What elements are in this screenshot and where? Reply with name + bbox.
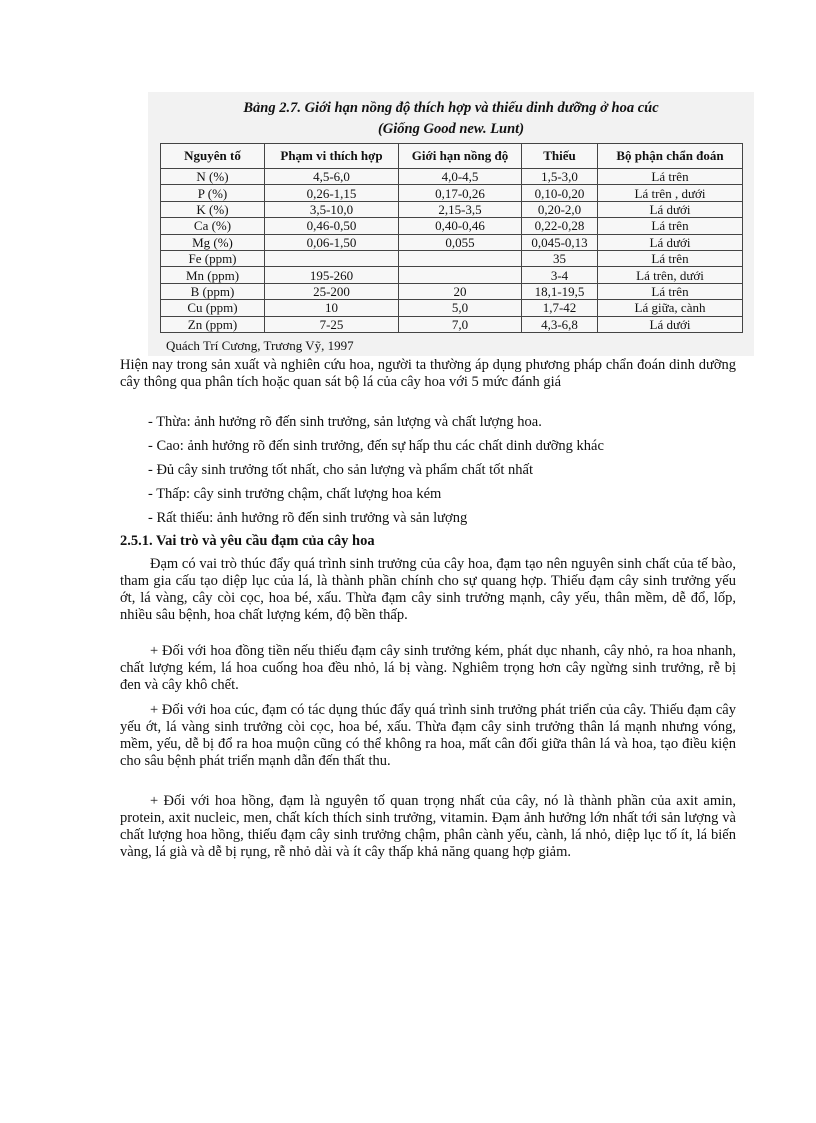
table-cell: 20 — [399, 283, 522, 299]
table-cell: 4,3-6,8 — [522, 316, 598, 332]
table-row — [161, 169, 743, 185]
table-row — [161, 267, 743, 283]
table-cell: 0,055 — [399, 234, 522, 250]
table-cell: 3,5-10,0 — [265, 201, 399, 217]
table-cell: 7,0 — [399, 316, 522, 332]
table-cell: 1,7-42 — [522, 300, 598, 316]
list-item: - Thấp: cây sinh trưởng chậm, chất lượng hoa kém — [148, 486, 442, 502]
table-cell: 0,22-0,28 — [522, 218, 598, 234]
table-cell: Ca (%) — [161, 218, 265, 234]
header-cell: Nguyên tố — [161, 144, 265, 169]
table-row — [161, 316, 743, 332]
table-cell: 195-260 — [265, 267, 399, 283]
table-cell: 0,10-0,20 — [522, 185, 598, 201]
table-cell: Lá dưới — [598, 201, 743, 217]
table-cell: 0,46-0,50 — [265, 218, 399, 234]
table-cell: 0,17-0,26 — [399, 185, 522, 201]
body-paragraph: + Đối với hoa hồng, đạm là nguyên tố quan trọng nhất của cây, nó là thành phần của axit amin, protein, axit nucleic, men, chất kích thích sinh trưởng, vitamin. Đạm ảnh hưởng lớn nhất tới sản lượng và chất lượng hoa hồng, thiếu đạm cây sinh trưởng chậm, phân cành yếu, cành, lá nhỏ, diệp lục tố ít, lá biến vàng, lá già và dễ bị rụng, rễ nhỏ dài và ít cây thấp khả năng quang hợp giảm. — [120, 793, 736, 860]
list-item: - Đủ cây sinh trưởng tốt nhất, cho sản lượng và phẩm chất tốt nhất — [148, 462, 534, 478]
body-paragraph: Đạm có vai trò thúc đẩy quá trình sinh trưởng của cây hoa, đạm tạo nên nguyên sinh chất của tế bào, tham gia cấu tạo diệp lục của lá, là thành phần chính cho sự quang hợp. Thiếu đạm cây sinh trưởng yếu ớt, lá vàng, cây còi cọc, hoa bé, xấu. Thừa đạm cây sinh trưởng mạnh, cây yếu, thân mềm, dễ đổ, lốp, nhiều sâu bệnh, hoa chất lượng kém, độ bền thấp. — [120, 556, 736, 623]
table-cell: 4,5-6,0 — [265, 169, 399, 185]
table-row — [161, 300, 743, 316]
table-cell: Lá trên — [598, 218, 743, 234]
table-cell — [399, 267, 522, 283]
table-row — [161, 218, 743, 234]
body-paragraph: + Đối với hoa đồng tiền nếu thiếu đạm cây sinh trưởng kém, phát dục nhanh, cây nhỏ, ra hoa nhanh, chất lượng kém, lá hoa cuống hoa đều nhỏ, lá bị vàng. Nghiêm trọng hơn cây ngừng sinh trưởng, rễ bị đen và cây khô chết. — [120, 643, 736, 693]
table-cell: 18,1-19,5 — [522, 283, 598, 299]
table-cell: Lá trên — [598, 283, 743, 299]
section-heading: 2.5.1. Vai trò và yêu cầu đạm của cây hoa — [120, 533, 375, 549]
table-cell: Cu (ppm) — [161, 300, 265, 316]
list-item: - Rất thiếu: ảnh hưởng rõ đến sinh trưởng và sản lượng — [148, 510, 468, 526]
table-cell: K (%) — [161, 201, 265, 217]
table-cell: B (ppm) — [161, 283, 265, 299]
table-cell: 0,26-1,15 — [265, 185, 399, 201]
header-cell: Thiếu — [522, 144, 598, 169]
table-cell: P (%) — [161, 185, 265, 201]
table-cell: Lá trên, dưới — [598, 267, 743, 283]
table-cell: 25-200 — [265, 283, 399, 299]
table-cell: Lá trên — [598, 250, 743, 266]
table-cell: Lá trên , dưới — [598, 185, 743, 201]
table-cell: 0,40-0,46 — [399, 218, 522, 234]
table-cell: Lá giữa, cành — [598, 300, 743, 316]
table-row — [161, 201, 743, 217]
table-cell: Zn (ppm) — [161, 316, 265, 332]
table-cell: 35 — [522, 250, 598, 266]
table-cell — [265, 250, 399, 266]
table-row — [161, 283, 743, 299]
table-cell: Mn (ppm) — [161, 267, 265, 283]
list-item: - Cao: ảnh hưởng rõ đến sinh trưởng, đến sự hấp thu các chất dinh dưỡng khác — [148, 438, 604, 454]
table-figure — [148, 92, 754, 356]
table-row — [161, 185, 743, 201]
table-cell: 5,0 — [399, 300, 522, 316]
table-cell: 7-25 — [265, 316, 399, 332]
nutrient-table — [160, 143, 743, 333]
intro-paragraph: Hiện nay trong sản xuất và nghiên cứu hoa, người ta thường áp dụng phương pháp chẩn đoán dinh dưỡng cây thông qua phân tích hoặc quan sát bộ lá của cây hoa với 5 mức đánh giá — [120, 357, 736, 390]
table-cell: 0,20-2,0 — [522, 201, 598, 217]
table-cell: 4,0-4,5 — [399, 169, 522, 185]
table-cell: N (%) — [161, 169, 265, 185]
table-cell: Lá trên — [598, 169, 743, 185]
table-cell: Lá dưới — [598, 234, 743, 250]
table-cell: Fe (ppm) — [161, 250, 265, 266]
table-row — [161, 234, 743, 250]
header-cell: Giới hạn nồng độ — [399, 144, 522, 169]
table-cell: 1,5-3,0 — [522, 169, 598, 185]
table-cell: Lá dưới — [598, 316, 743, 332]
table-cell: Mg (%) — [161, 234, 265, 250]
table-subcaption: (Giống Good new. Lunt) — [377, 121, 525, 137]
table-header-row — [161, 144, 743, 169]
table-source: Quách Trí Cương, Trương Vỹ, 1997 — [166, 338, 354, 353]
table-cell: 0,06-1,50 — [265, 234, 399, 250]
table-cell: 10 — [265, 300, 399, 316]
header-cell: Phạm vi thích hợp — [265, 144, 399, 169]
header-cell: Bộ phận chẩn đoán — [598, 144, 743, 169]
table-cell: 2,15-3,5 — [399, 201, 522, 217]
body-paragraph: + Đối với hoa cúc, đạm có tác dụng thúc đẩy quá trình sinh trưởng phát triển của cây. Thiếu đạm cây yếu ớt, lá vàng sinh trưởng còi cọc, hoa bé, xấu. Thừa đạm cây sinh trưởng thân lá mạnh nhưng vóng, mềm, yếu, dễ bị đổ ra hoa muộn cũng có thể không ra hoa, mất cân đối giữa thân lá và hoa, tạo điều kiện cho sâu bệnh phát triển mạnh dẫn đến thất thu. — [120, 702, 736, 769]
table-cell — [399, 250, 522, 266]
table-cell: 3-4 — [522, 267, 598, 283]
table-cell: 0,045-0,13 — [522, 234, 598, 250]
list-item: - Thừa: ảnh hưởng rõ đến sinh trưởng, sản lượng và chất lượng hoa. — [148, 414, 542, 430]
table-row — [161, 250, 743, 266]
table-caption: Bảng 2.7. Giới hạn nồng độ thích hợp và thiếu dinh dưỡng ở hoa cúc — [243, 100, 659, 116]
